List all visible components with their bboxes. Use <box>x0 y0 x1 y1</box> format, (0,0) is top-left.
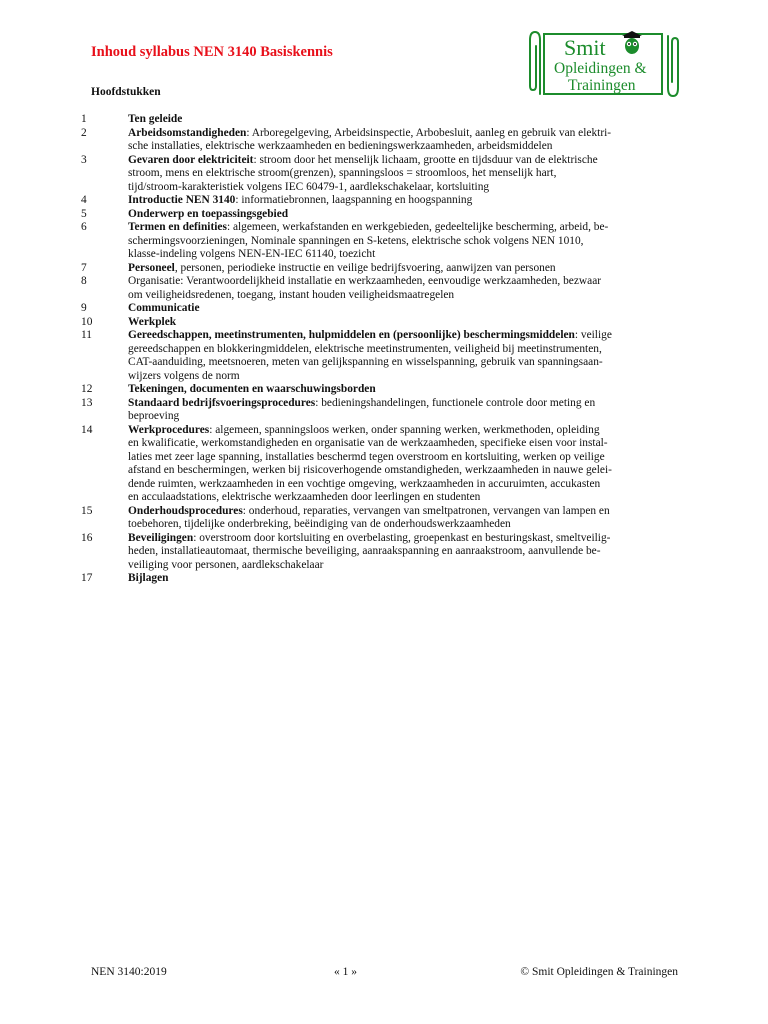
toc-item-description: Organisatie: Verantwoordelijkheid installatie en werkzaamheden, eenvoudige werkzaamheden, bezwaar <box>128 275 602 287</box>
toc-item-line <box>128 464 681 478</box>
logo-word-2: Opleidingen & <box>554 60 647 77</box>
toc-item-text <box>128 329 681 383</box>
company-logo <box>528 28 680 103</box>
toc-item-number: 1 <box>81 113 87 125</box>
toc-item-description: : stroom door het menselijk lichaam, grootte en tijdsduur van de elektrische <box>253 153 598 166</box>
toc-item-line <box>128 410 681 424</box>
toc-item-text <box>128 532 681 573</box>
toc-item-line <box>128 370 681 384</box>
toc-item-line <box>128 289 681 303</box>
toc-item-description: schermingsvoorzieningen, Nominale spanningen en S-ketens, elektrische schok volgens NEN 1010, <box>128 234 584 247</box>
toc-item <box>81 532 681 573</box>
toc-item-line <box>128 316 681 330</box>
toc-item-heading: Onderwerp en toepassingsgebied <box>128 207 289 220</box>
toc-item <box>81 221 681 262</box>
toc-item-description: dende ruimten, werkzaamheden in een vochtige omgeving, werkzaamheden in accuruimten, accukasten <box>128 477 601 490</box>
toc-item-text <box>128 302 681 316</box>
toc-item-text <box>128 383 681 397</box>
toc-item-number: 7 <box>81 261 87 274</box>
toc-item-number: 14 <box>81 423 93 436</box>
toc-item-heading: Onderhoudsprocedures <box>128 504 243 517</box>
logo-word-3: Trainingen <box>568 77 636 94</box>
toc-item-line <box>128 343 681 357</box>
toc-item-text <box>128 316 681 330</box>
toc-item-description: laties met zeer lage spanning, installaties beschermd tegen overstroom en kortsluiting, werken op veilige <box>128 450 605 463</box>
logo-graphic <box>528 28 680 98</box>
toc-item-number: 12 <box>81 383 93 395</box>
toc-item-number: 3 <box>81 153 87 166</box>
toc-item-text <box>128 127 681 154</box>
section-heading: Hoofdstukken <box>91 86 161 98</box>
toc-item <box>81 329 681 383</box>
toc-item-number: 16 <box>81 531 93 544</box>
toc-item-number: 13 <box>81 396 93 409</box>
toc-item-line <box>128 262 681 276</box>
toc-item-heading: Gevaren door elektriciteit <box>128 153 254 166</box>
toc-item-description: gereedschappen en blokkeringmiddelen, elektrische meetinstrumenten, veiligheid bij meetinstrumenten, <box>128 342 602 355</box>
toc-item-line <box>128 505 681 519</box>
toc-item-text <box>128 113 681 127</box>
toc-item-description: , personen, periodieke instructie en veilige bedrijfsvoering, aanwijzen van personen <box>174 261 556 274</box>
toc-item-description: : onderhoud, reparaties, vervangen van smeltpatronen, vervangen van lampen en <box>242 504 610 517</box>
toc-item-line <box>128 424 681 438</box>
toc-item-number: 17 <box>81 572 93 584</box>
footer-document-id: NEN 3140:2019 <box>91 966 167 978</box>
toc-item-line <box>128 154 681 168</box>
toc-item-line <box>128 397 681 411</box>
toc-item <box>81 275 681 302</box>
toc-item-number: 6 <box>81 221 87 233</box>
toc-item <box>81 316 681 330</box>
toc-item-description: stroom, mens en elektrische stroom(grenzen), spanningsloos = stroomloos, het menselijk hart, <box>128 167 557 179</box>
toc-item-description: : Arboregelgeving, Arbeidsinspectie, Arbobesluit, aanleg en gebruik van elektri- <box>246 126 612 139</box>
toc-item-heading: Werkplek <box>128 315 177 328</box>
toc-item-heading: Termen en definities <box>128 221 227 233</box>
toc-item-line <box>128 208 681 222</box>
toc-item-heading: Ten geleide <box>128 113 183 125</box>
toc-item-line <box>128 356 681 370</box>
toc-item-line <box>128 221 681 235</box>
toc-item-line <box>128 451 681 465</box>
toc-item-description: : algemeen, spanningsloos werken, onder spanning werken, werkmethoden, opleiding <box>209 423 600 436</box>
toc-item-text <box>128 194 681 208</box>
toc-item-line <box>128 437 681 451</box>
footer-copyright: © Smit Opleidingen & Trainingen <box>520 966 678 978</box>
chapter-list <box>81 113 681 586</box>
toc-item <box>81 208 681 222</box>
toc-item-heading: Communicatie <box>128 302 200 314</box>
toc-item <box>81 424 681 505</box>
toc-item <box>81 127 681 154</box>
toc-item-description: en kwalificatie, werkomstandigheden en organisatie van de werkzaamheden, specifieke eisen voor instal- <box>128 437 608 449</box>
toc-item-line <box>128 383 681 397</box>
toc-item-line <box>128 181 681 195</box>
toc-item-heading: Werkprocedures <box>128 423 210 436</box>
toc-item-line <box>128 167 681 181</box>
toc-item-text <box>128 424 681 505</box>
toc-item-number: 2 <box>81 126 87 139</box>
toc-item <box>81 397 681 424</box>
toc-item-heading: Arbeidsomstandigheden <box>128 126 247 139</box>
toc-item-description: : bedieningshandelingen, functionele controle door meting en <box>315 396 596 409</box>
page-footer <box>91 966 678 978</box>
logo-word-1: Smit <box>564 35 606 60</box>
toc-item-text <box>128 572 681 586</box>
footer-page-number: « 1 » <box>334 966 357 978</box>
toc-item-number: 4 <box>81 194 87 206</box>
toc-item-description: toebehoren, tijdelijke onderbreking, beëindiging van de onderhoudswerkzaamheden <box>128 518 511 530</box>
toc-item-text <box>128 221 681 262</box>
toc-item-description: veiliging voor personen, aardlekschakelaar <box>128 558 324 571</box>
toc-item <box>81 194 681 208</box>
toc-item-line <box>128 572 681 586</box>
toc-item-description: CAT-aanduiding, meetsnoeren, meten van gelijkspanning en wisselspanning, gebruik van spanningsaan- <box>128 356 603 368</box>
toc-item-line <box>128 140 681 154</box>
toc-item-description: sche installaties, elektrische werkzaamheden en bedieningswerkzaamheden, arbeidsmiddelen <box>128 140 553 152</box>
toc-item-line <box>128 518 681 532</box>
toc-item-text <box>128 154 681 195</box>
toc-item-line <box>128 491 681 505</box>
toc-item-description: : veilige <box>574 329 612 341</box>
toc-item-line <box>128 559 681 573</box>
toc-item-heading: Standaard bedrijfsvoeringsprocedures <box>128 396 316 409</box>
toc-item <box>81 262 681 276</box>
toc-item-line <box>128 532 681 546</box>
toc-item-line <box>128 545 681 559</box>
toc-item-line <box>128 113 681 127</box>
toc-item-text <box>128 262 681 276</box>
toc-item-heading: Personeel <box>128 261 175 274</box>
toc-item-description: klasse-indeling volgens NEN-EN-IEC 61140, toezicht <box>128 248 376 260</box>
toc-item <box>81 572 681 586</box>
toc-item-line <box>128 235 681 249</box>
toc-item <box>81 505 681 532</box>
toc-item-description: om veiligheidsredenen, toegang, instant houden veiligheidsmaatregelen <box>128 288 455 301</box>
toc-item-line <box>128 302 681 316</box>
toc-item-description: en acculaadstations, elektrische werkzaamheden door leerlingen en studenten <box>128 491 481 503</box>
toc-item-number: 9 <box>81 302 87 314</box>
toc-item-heading: Gereedschappen, meetinstrumenten, hulpmiddelen en (persoonlijke) beschermingsmiddelen <box>128 329 575 341</box>
toc-item-description: : informatiebronnen, laagspanning en hoogspanning <box>235 194 473 206</box>
toc-item-number: 11 <box>81 329 92 341</box>
toc-item-description: afstand en beschermingen, werken bij risicoverhogende omstandigheden, werkzaamheden in nauwe gelei- <box>128 464 612 476</box>
toc-item-heading: Bijlagen <box>128 572 169 584</box>
toc-item <box>81 302 681 316</box>
toc-item-heading: Beveiligingen <box>128 531 194 544</box>
toc-item-number: 15 <box>81 504 93 517</box>
toc-item <box>81 154 681 195</box>
page-title: Inhoud syllabus NEN 3140 Basiskennis <box>91 44 333 60</box>
toc-item-description: beproeving <box>128 410 180 422</box>
toc-item-text <box>128 275 681 302</box>
toc-item-text <box>128 505 681 532</box>
toc-item-number: 10 <box>81 315 93 328</box>
toc-item-line <box>128 478 681 492</box>
toc-item-text <box>128 397 681 424</box>
toc-item-description: heden, installatieautomaat, thermische beveiliging, aanraakspanning en aanraakstroom, aanvullende be- <box>128 545 601 557</box>
toc-item-description: wijzers volgens de norm <box>128 369 240 382</box>
toc-item-line <box>128 275 681 289</box>
toc-item-line <box>128 329 681 343</box>
toc-item-number: 8 <box>81 275 87 287</box>
toc-item-number: 5 <box>81 207 87 220</box>
toc-item-text <box>128 208 681 222</box>
toc-item-line <box>128 127 681 141</box>
toc-item-description: tijd/stroom-karakteristiek volgens IEC 60479-1, aardlekschakelaar, kortsluiting <box>128 180 490 193</box>
toc-item-line <box>128 194 681 208</box>
toc-item-heading: Tekeningen, documenten en waarschuwingsborden <box>128 383 376 395</box>
toc-item-description: : overstroom door kortsluiting en overbelasting, groepenkast en besturingskast, smeltveilig- <box>193 531 611 544</box>
toc-item-line <box>128 248 681 262</box>
toc-item-heading: Introductie NEN 3140 <box>128 194 236 206</box>
toc-item-description: : algemeen, werkafstanden en werkgebieden, gedeeltelijke bescherming, arbeid, be- <box>226 221 609 233</box>
toc-item <box>81 113 681 127</box>
toc-item <box>81 383 681 397</box>
